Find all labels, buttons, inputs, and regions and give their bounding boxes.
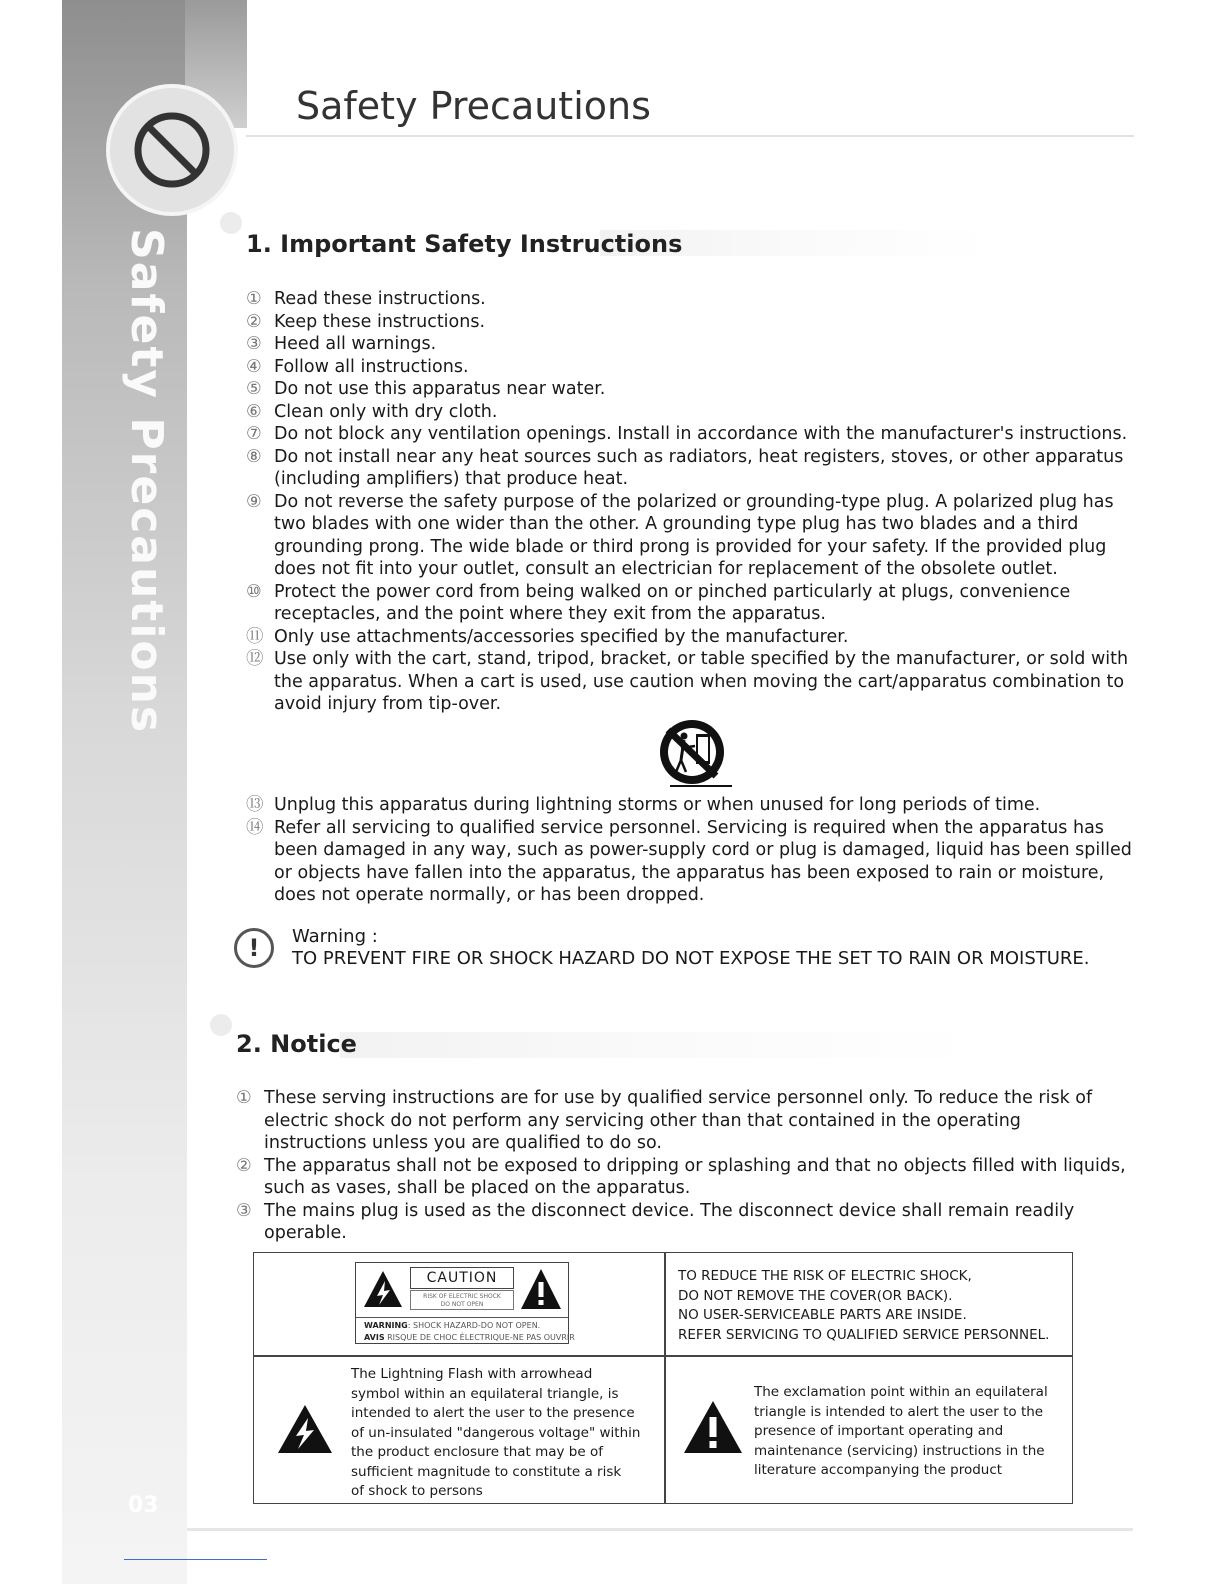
item-text: Do not use this apparatus near water. — [274, 379, 606, 399]
caution-label-box — [355, 1262, 575, 1344]
notice-list — [236, 1087, 1136, 1245]
list-item — [246, 446, 1136, 491]
item-number: ⑪ — [246, 626, 264, 647]
item-number: ③ — [246, 334, 262, 354]
list-item — [246, 333, 1136, 356]
item-text: the apparatus. When a cart is used, use caution when moving the cart/apparatus combination to — [274, 671, 1125, 692]
item-text: Follow all instructions. — [274, 356, 469, 377]
caution-label: CAUTION — [410, 1267, 514, 1289]
instructions-list-continued — [246, 794, 1136, 907]
item-text: operable. — [264, 1223, 347, 1243]
section-1-heading: 1. Important Safety Instructions — [246, 230, 683, 258]
warning-exclamation-icon: ! — [234, 928, 274, 968]
item-text: (including amplifiers) that produce heat. — [274, 469, 629, 489]
item-text: avoid injury from tip-over. — [274, 694, 502, 714]
section-2-heading: 2. Notice — [236, 1030, 357, 1058]
item-text: The mains plug is used as the disconnect device. The disconnect device shall remain readily — [264, 1200, 1075, 1221]
list-item — [236, 1155, 1136, 1200]
item-number: ② — [236, 1155, 252, 1176]
lightning-triangle-icon — [276, 1403, 334, 1455]
item-number: ④ — [246, 356, 262, 377]
text-line: symbol within an equilateral triangle, is — [351, 1385, 619, 1402]
instructions-list — [246, 288, 1136, 716]
list-item — [236, 1200, 1136, 1245]
item-number: ③ — [236, 1200, 252, 1221]
item-number: ⑦ — [246, 424, 262, 444]
text-line: the product enclosure that may be of — [351, 1444, 603, 1460]
table-divider — [664, 1253, 666, 1503]
section-marker-icon — [220, 212, 242, 234]
list-item — [246, 648, 1136, 716]
item-number: ⑥ — [246, 401, 262, 422]
cart-tip-over-warning-icon — [648, 718, 736, 794]
list-item — [246, 311, 1136, 334]
text-line: of shock to persons — [351, 1483, 483, 1499]
caution-avis-line: AVIS RISQUE DE CHOC ÉLECTRIQUE-NE PAS OUVRIR — [364, 1333, 575, 1342]
page-title: Safety Precautions — [296, 84, 651, 128]
text-line: DO NOT REMOVE THE COVER(OR BACK). — [678, 1287, 953, 1304]
item-number: ⑤ — [246, 379, 262, 399]
item-text: Clean only with dry cloth. — [274, 401, 498, 422]
item-number: ⑬ — [246, 795, 264, 815]
item-text: Refer all servicing to qualified service personnel. Servicing is required when the apparatus has — [274, 817, 1104, 838]
item-number: ⑧ — [246, 446, 262, 467]
list-item — [246, 356, 1136, 379]
item-text: Use only with the cart, stand, tripod, bracket, or table specified by the manufacturer, or sold with — [274, 649, 1129, 669]
lightning-symbol-description — [351, 1365, 653, 1502]
footer-divider — [187, 1528, 1133, 1531]
item-text: Only use attachments/accessories specified by the manufacturer. — [274, 626, 849, 647]
item-number: ⑨ — [246, 491, 262, 512]
item-text: electric shock do not perform any servicing other than that contained in the operating — [264, 1110, 1021, 1131]
prohibition-icon — [106, 84, 238, 216]
item-number: ① — [236, 1088, 252, 1108]
item-text: Do not install near any heat sources such as radiators, heat registers, stoves, or other apparatus — [274, 446, 1124, 467]
exclamation-symbol-description — [754, 1383, 1060, 1481]
footer-link-rule — [124, 1559, 267, 1560]
section-marker-icon — [210, 1014, 232, 1036]
item-number: ⑩ — [246, 581, 262, 602]
sidebar-vertical-title: Safety Precautions — [121, 228, 172, 735]
title-divider — [246, 135, 1134, 137]
text-line: sufficient magnitude to constitute a risk — [351, 1463, 622, 1480]
item-text: grounding prong. The wide blade or third prong is provided for your safety. If the provided plug — [274, 536, 1107, 557]
list-item — [246, 423, 1136, 446]
item-text: Protect the power cord from being walked on or pinched particularly at plugs, convenience — [274, 581, 1071, 602]
list-item — [246, 581, 1136, 626]
item-number: ① — [246, 289, 262, 309]
caution-subtext: RISK OF ELECTRIC SHOCK DO NOT OPEN — [410, 1290, 514, 1310]
list-item — [246, 626, 1136, 649]
list-item — [246, 401, 1136, 424]
text-line: REFER SERVICING TO QUALIFIED SERVICE PERSONNEL. — [678, 1326, 1050, 1343]
text-line: maintenance (servicing) instructions in the — [754, 1442, 1045, 1459]
item-text: Do not reverse the safety purpose of the polarized or grounding-type plug. A polarized plug has — [274, 491, 1114, 512]
shock-risk-text — [678, 1267, 1049, 1345]
list-item — [246, 378, 1136, 401]
text-line: NO USER-SERVICEABLE PARTS ARE INSIDE. — [678, 1307, 967, 1323]
item-text: instructions unless you are qualified to do so. — [264, 1133, 662, 1153]
item-number: ⑫ — [246, 649, 264, 669]
caution-table — [253, 1252, 1073, 1504]
caution-warning-line: WARNING: SHOCK HAZARD-DO NOT OPEN. — [364, 1321, 541, 1330]
item-text: The apparatus shall not be exposed to dripping or splashing and that no objects filled with liquids, — [264, 1155, 1126, 1176]
item-text: two blades with one wider than the other. A grounding type plug has two blades and a third — [274, 514, 1079, 534]
item-text: Read these instructions. — [274, 289, 486, 309]
section-heading-bar — [340, 1032, 980, 1058]
item-text: does not fit into your outlet, consult an electrician for replacement of the obsolete outlet. — [274, 559, 1058, 579]
warning-text: TO PREVENT FIRE OR SHOCK HAZARD DO NOT EXPOSE THE SET TO RAIN OR MOISTURE. — [292, 948, 1090, 969]
exclamation-triangle-icon — [519, 1267, 563, 1311]
list-item — [246, 817, 1136, 907]
item-text: does not operate normally, or has been dropped. — [274, 885, 705, 905]
item-text: Do not block any ventilation openings. Install in accordance with the manufacturer's instructions. — [274, 424, 1128, 444]
item-number: ⑭ — [246, 817, 264, 838]
text-line: presence of important operating and — [754, 1423, 1004, 1439]
text-line: The exclamation point within an equilateral — [754, 1384, 1048, 1400]
text-line: triangle is intended to alert the user to the — [754, 1403, 1044, 1420]
item-text: These serving instructions are for use by qualified service personnel only. To reduce the risk of — [264, 1088, 1093, 1108]
item-text: Unplug this apparatus during lightning storms or when unused for long periods of time. — [274, 795, 1041, 815]
table-divider — [254, 1355, 1072, 1357]
lightning-triangle-icon — [362, 1269, 404, 1309]
list-item — [246, 794, 1136, 817]
text-line: TO REDUCE THE RISK OF ELECTRIC SHOCK, — [678, 1268, 972, 1284]
text-line: intended to alert the user to the presence — [351, 1405, 635, 1421]
item-text: Keep these instructions. — [274, 311, 486, 332]
warning-label: Warning : — [292, 926, 378, 947]
list-item — [246, 288, 1136, 311]
item-text: or objects have fallen into the apparatus, the apparatus has been exposed to rain or moisture, — [274, 862, 1105, 883]
text-line: The Lightning Flash with arrowhead — [351, 1366, 593, 1382]
page-number: 03 — [128, 1493, 159, 1518]
exclamation-triangle-icon — [682, 1399, 744, 1455]
item-text: Heed all warnings. — [274, 334, 437, 354]
item-text: been damaged in any way, such as power-supply cord or plug is damaged, liquid has been spilled — [274, 840, 1132, 860]
item-text: receptacles, and the point where they exit from the apparatus. — [274, 604, 826, 624]
list-item — [246, 491, 1136, 581]
item-number: ② — [246, 311, 262, 332]
list-item — [236, 1087, 1136, 1155]
text-line: of un-insulated "dangerous voltage" within — [351, 1424, 641, 1441]
text-line: literature accompanying the product — [754, 1462, 1003, 1478]
item-text: such as vases, shall be placed on the apparatus. — [264, 1178, 691, 1198]
